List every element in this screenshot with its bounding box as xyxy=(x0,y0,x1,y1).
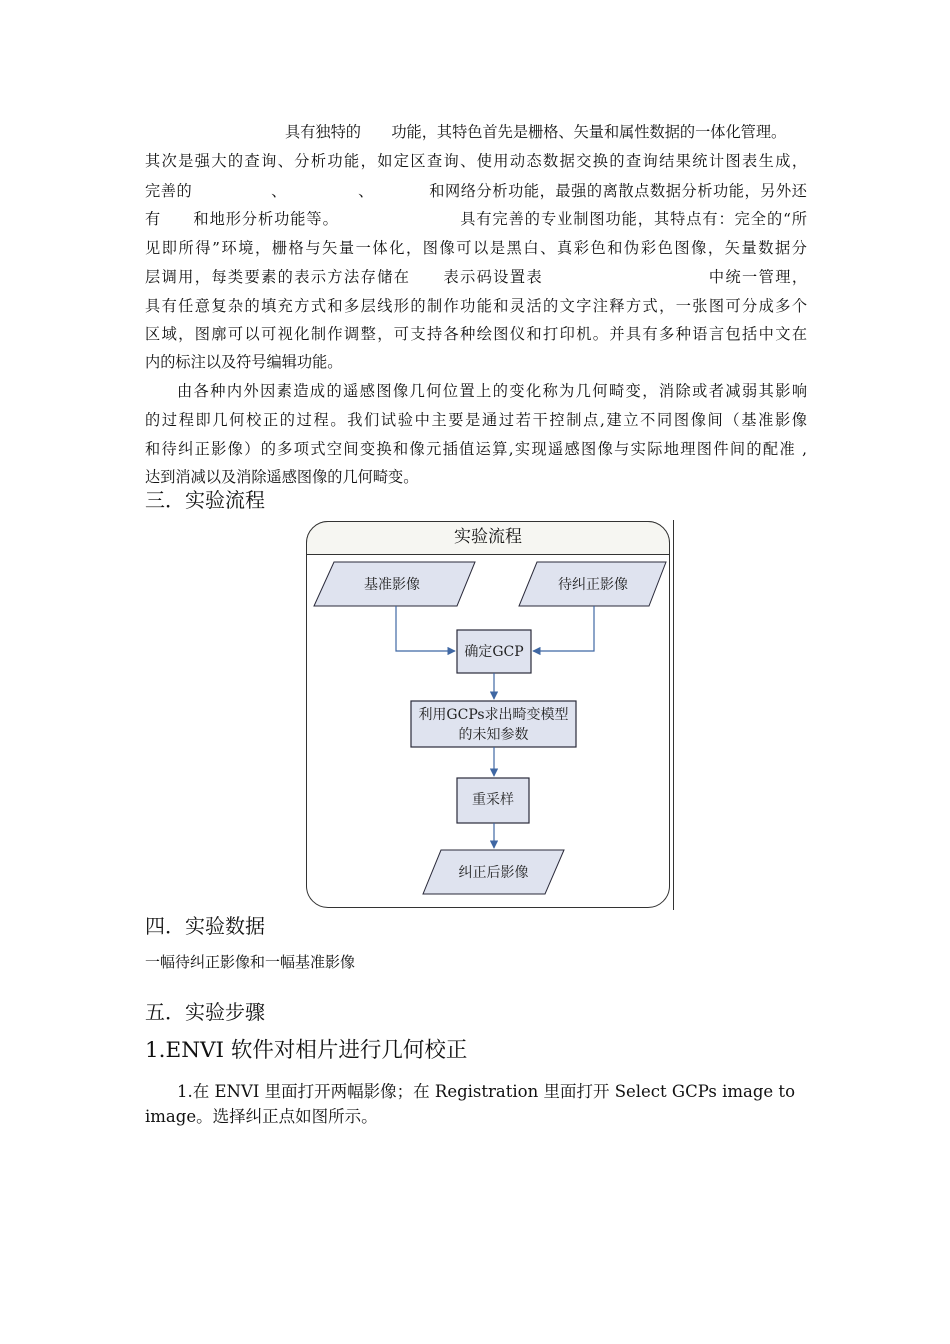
paragraph-1-line: 具有独特的 功能，其特色首先是栅格、矢量和属性数据的一体化管理。 xyxy=(285,123,787,141)
section-3-heading: 三．实验流程 xyxy=(145,488,265,512)
paragraph-1-line: 区域，图廓可以可视化制作调整，可支持各种绘图仪和打印机。并具有多种语言包括中文在 xyxy=(145,325,807,343)
flowchart-divider xyxy=(673,520,674,910)
paragraph-2-line: 的过程即几何校正的过程。我们试验中主要是通过若干控制点,建立不同图像间（基准影像 xyxy=(145,411,807,429)
paragraph-1-line: 层调用，每类要素的表示方法存储在 表示码设置表 中统一管理， xyxy=(145,268,807,286)
paragraph-1-line: 内的标注以及符号编辑功能。 xyxy=(145,353,343,371)
step-1-line-1: 1.在 ENVI 里面打开两幅影像；在 Registration 里面打开 Select GCPs image to xyxy=(177,1082,796,1101)
arrow-target-to-gcp xyxy=(533,606,594,651)
paragraph-2-line: 由各种内外因素造成的遥感图像几何位置上的变化称为几何畸变，消除或者减弱其影响 xyxy=(177,382,807,400)
section-5-heading: 五．实验步骤 xyxy=(145,1000,265,1024)
node-model-line-2: 的未知参数 xyxy=(458,727,529,743)
paragraph-2-line: 达到消减以及消除遥感图像的几何畸变。 xyxy=(145,468,419,486)
subsection-1-heading: 1.ENVI 软件对相片进行几何校正 xyxy=(145,1038,468,1063)
paragraph-1-line: 见即所得”环境，栅格与矢量一体化，图像可以是黑白、真彩色和伪彩色图像，矢量数据分 xyxy=(145,239,807,257)
section-4-body: 一幅待纠正影像和一幅基准影像 xyxy=(145,953,356,971)
node-determine-gcp: 确定GCP xyxy=(464,644,524,660)
node-base-image: 基准影像 xyxy=(364,577,420,593)
node-target-image: 待纠正影像 xyxy=(558,577,628,593)
step-1-line-2: image。选择纠正点如图所示。 xyxy=(145,1107,378,1126)
paragraph-1-line: 具有任意复杂的填充方式和多层线形的制作功能和灵活的文字注释方式，一张图可分成多个 xyxy=(145,297,807,315)
paragraph-1-line: 完善的 、 、 和网络分析功能，最强的离散点数据分析功能，另外还 xyxy=(145,182,807,200)
node-model-line-1: 利用GCPs求出畸变模型 xyxy=(418,707,569,723)
section-4-heading: 四．实验数据 xyxy=(145,914,265,938)
node-resample: 重采样 xyxy=(472,792,514,808)
paragraph-1-line: 有 和地形分析功能等。 具有完善的专业制图功能，其特点有：完全的“所 xyxy=(145,210,807,228)
paragraph-1-line: 其次是强大的查询、分析功能，如定区查询、使用动态数据交换的查询结果统计图表生成， xyxy=(145,152,807,170)
flowchart-title: 实验流程 xyxy=(454,527,522,547)
node-corrected-image: 纠正后影像 xyxy=(458,865,529,881)
paragraph-2-line: 和待纠正影像）的多项式空间变换和像元插值运算,实现遥感图像与实际地理图件间的配准 , xyxy=(145,440,807,458)
arrow-base-to-gcp xyxy=(396,606,455,651)
